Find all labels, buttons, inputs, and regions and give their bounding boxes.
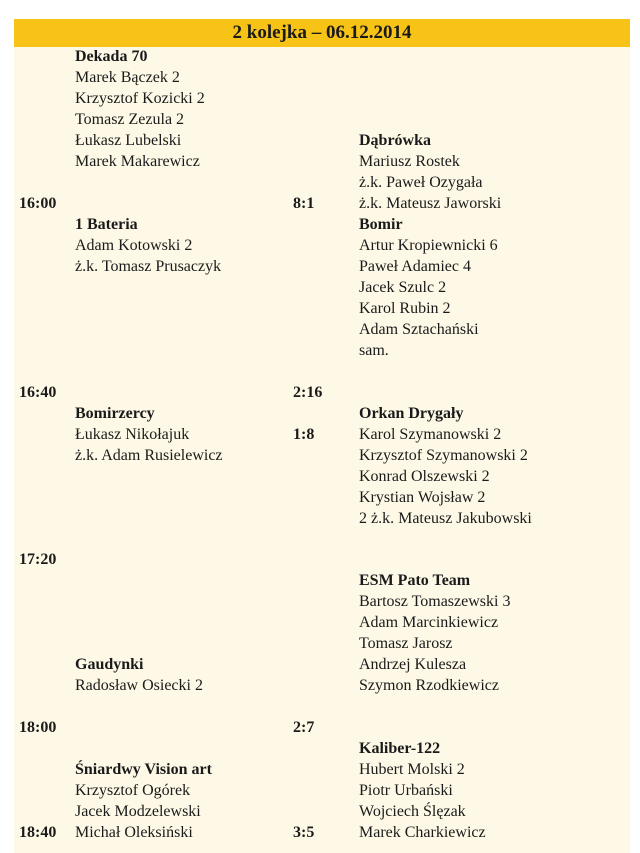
match-time: 16:00 — [19, 195, 57, 212]
scorer-line: Paweł Adamiec 4 — [359, 258, 471, 275]
match-score: 1:8 — [293, 426, 315, 443]
scorer-line: Mariusz Rostek — [359, 153, 460, 170]
scorer-line: Jacek Modzelewski — [75, 803, 201, 820]
match-time: 17:20 — [19, 551, 57, 568]
home-team-name: Bomirzercy — [75, 405, 155, 422]
scorer-line: Łukasz Nikołajuk — [75, 426, 190, 443]
match-score: 8:1 — [293, 195, 315, 212]
scorer-line: Michał Oleksiński — [75, 824, 193, 841]
away-team-name: Kaliber-122 — [359, 740, 441, 757]
scorer-line: Hubert Molski 2 — [359, 761, 465, 778]
scorer-line: Konrad Olszewski 2 — [359, 468, 490, 485]
scorer-line: Adam Sztachański — [359, 321, 479, 338]
home-team-name: 1 Bateria — [75, 216, 138, 233]
home-team-name: Gaudynki — [75, 656, 144, 673]
scorer-line: Radosław Osiecki 2 — [75, 677, 203, 694]
away-team-name: ESM Pato Team — [359, 572, 471, 589]
scorer-line: Jacek Szulc 2 — [359, 279, 447, 296]
scorer-line: 2 ż.k. Mateusz Jakubowski — [359, 510, 532, 527]
scorer-line: Tomasz Zezula 2 — [75, 111, 185, 128]
scorer-line: Krzysztof Szymanowski 2 — [359, 447, 528, 464]
scorer-line: Adam Marcinkiewicz — [359, 614, 499, 631]
scorer-line: Krystian Wojsław 2 — [359, 489, 486, 506]
scorer-line: Łukasz Lubelski — [75, 132, 182, 149]
away-team-name: Dąbrówka — [359, 132, 432, 149]
scorer-line: ż.k. Paweł Ozygała — [359, 174, 483, 191]
match-score: 3:5 — [293, 824, 315, 841]
match-time: 18:00 — [19, 719, 57, 736]
round-header: 2 kolejka – 06.12.2014 — [14, 19, 630, 47]
scorer-line: Piotr Urbański — [359, 782, 453, 799]
scorer-line: Artur Kropiewnicki 6 — [359, 237, 498, 254]
match-time: 16:40 — [19, 384, 57, 401]
scorer-line: Wojciech Ślęzak — [359, 803, 466, 820]
scorer-line: Karol Rubin 2 — [359, 300, 451, 317]
match-score: 2:7 — [293, 719, 315, 736]
scorer-line: Szymon Rzodkiewicz — [359, 677, 499, 694]
scorer-line: Marek Charkiewicz — [359, 824, 486, 841]
home-team-name: Dekada 70 — [75, 48, 148, 65]
scorer-line: Adam Kotowski 2 — [75, 237, 193, 254]
scorer-line: Krzysztof Ogórek — [75, 782, 191, 799]
scorer-line: Karol Szymanowski 2 — [359, 426, 502, 443]
scorer-line: ż.k. Adam Rusielewicz — [75, 447, 223, 464]
match-score: 2:16 — [293, 384, 323, 401]
match-time: 18:40 — [19, 824, 57, 841]
scorer-line: sam. — [359, 342, 389, 359]
scorer-line: ż.k. Tomasz Prusaczyk — [75, 258, 222, 275]
away-team-name: Bomir — [359, 216, 403, 233]
home-team-name: Śniardwy Vision art — [75, 761, 212, 778]
scorer-line: Tomasz Jarosz — [359, 635, 453, 652]
scorer-line: Bartosz Tomaszewski 3 — [359, 593, 511, 610]
scorer-line: ż.k. Mateusz Jaworski — [359, 195, 502, 212]
scorer-line: Marek Bączek 2 — [75, 69, 180, 86]
scorer-line: Marek Makarewicz — [75, 153, 200, 170]
scorer-line: Krzysztof Kozicki 2 — [75, 90, 205, 107]
away-team-name: Orkan Drygały — [359, 405, 464, 422]
scorer-line: Andrzej Kulesza — [359, 656, 467, 673]
